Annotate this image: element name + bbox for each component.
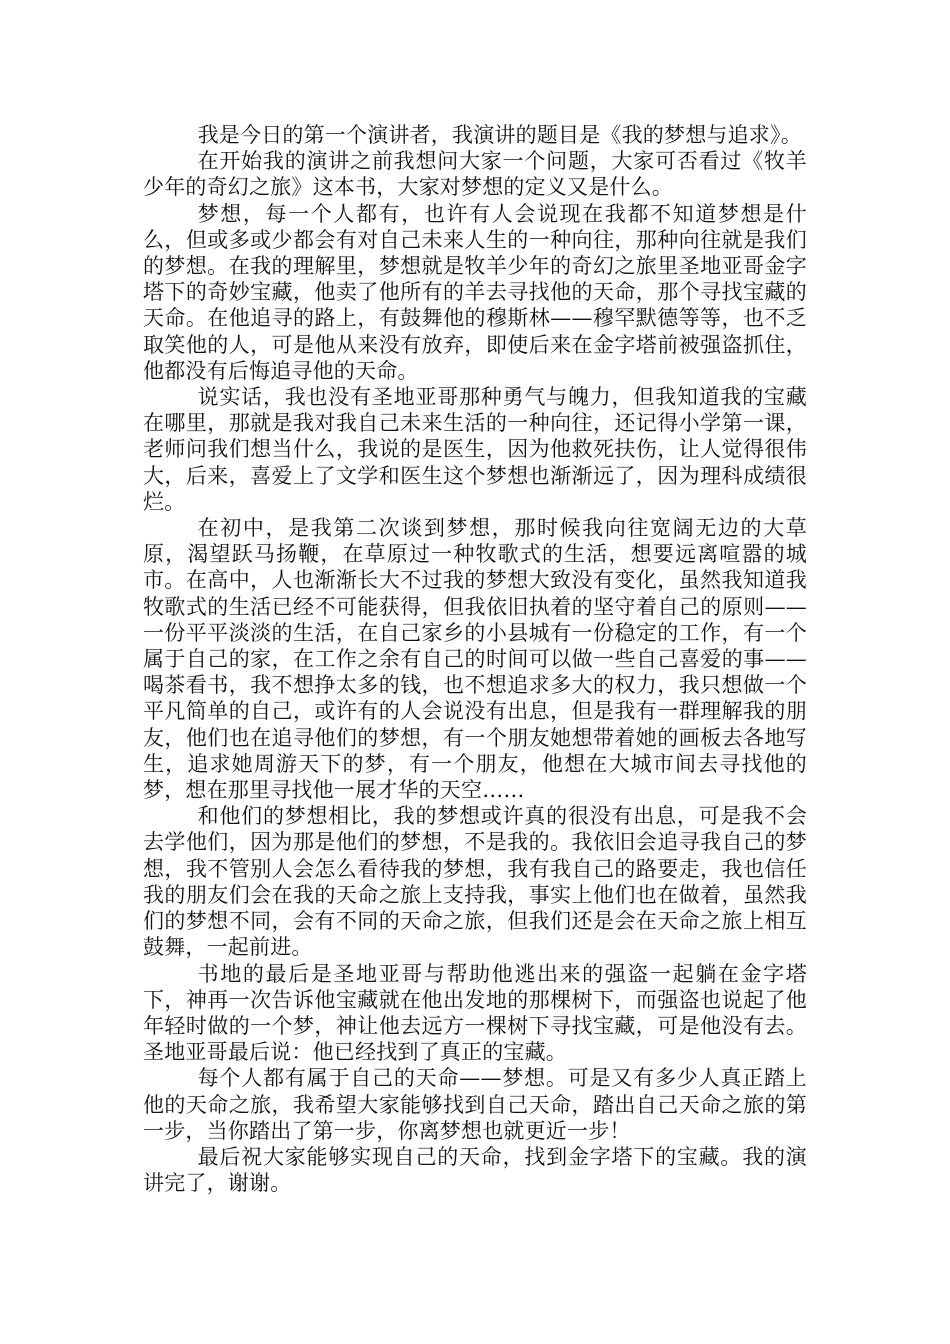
paragraph-7: 书地的最后是圣地亚哥与帮助他逃出来的强盗一起躺在金字塔下，神再一次告诉他宝藏就在他出发地的那棵树下，而强盗也说起了他年轻时做的一个梦，神让他去远方一棵树下寻找宝藏，可是他没有去。圣地亚哥最后说：他已经找到了真正的宝藏。 — [143, 961, 807, 1065]
paragraph-4: 说实话，我也没有圣地亚哥那种勇气与魄力，但我知道我的宝藏在哪里，那就是我对我自己未来生活的一种向往，还记得小学第一课，老师问我们想当什么，我说的是医生，因为他救死扶伤，让人觉得很伟大，后来，喜爱上了文学和医生这个梦想也渐渐远了，因为理科成绩很烂。 — [143, 385, 807, 514]
paragraph-9: 最后祝大家能够实现自己的天命，找到金字塔下的宝藏。我的演讲完了，谢谢。 — [143, 1144, 807, 1196]
paragraph-5: 在初中，是我第二次谈到梦想，那时候我向往宽阔无边的大草原，渴望跃马扬鞭，在草原过一种牧歌式的生活，想要远离喧嚣的城市。在高中，人也渐渐长大不过我的梦想大致没有变化，虽然我知道我牧歌式的生活已经不可能获得，但我依旧执着的坚守着自己的原则——一份平平淡淡的生活，在自己家乡的小县城有一份稳定的工作，有一个属于自己的家，在工作之余有自己的时间可以做一些自己喜爱的事——喝茶看书，我不想挣太多的钱，也不想追求多大的权力，我只想做一个平凡简单的自己，或许有的人会说没有出息，但是我有一群理解我的朋友，他们也在追寻他们的梦想，有一个朋友她想带着她的画板去各地写生，追求她周游天下的梦，有一个朋友，他想在大城市间去寻找他的梦，想在那里寻找他一展才华的天空…… — [143, 516, 807, 803]
speech-text-body — [143, 122, 807, 1196]
paragraph-6: 和他们的梦想相比，我的梦想或许真的很没有出息，可是我不会去学他们，因为那是他们的梦想，不是我的。我依旧会追寻我自己的梦想，我不管别人会怎么看待我的梦想，我有我自己的路要走，我也信任我的朋友们会在我的天命之旅上支持我，事实上他们也在做着，虽然我们的梦想不同，会有不同的天命之旅，但我们还是会在天命之旅上相互鼓舞，一起前进。 — [143, 804, 807, 960]
paragraph-2: 在开始我的演讲之前我想问大家一个问题，大家可否看过《牧羊少年的奇幻之旅》这本书，大家对梦想的定义又是什么。 — [143, 149, 807, 200]
paragraph-8: 每个人都有属于自己的天命——梦想。可是又有多少人真正踏上他的天命之旅，我希望大家能够找到自己天命，踏出自己天命之旅的第一步，当你踏出了第一步，你离梦想也就更近一步！ — [143, 1066, 807, 1143]
paragraph-3: 梦想，每一个人都有，也许有人会说现在我都不知道梦想是什么，但或多或少都会有对自己未来人生的一种向往，那种向往就是我们的梦想。在我的理解里，梦想就是牧羊少年的奇幻之旅里圣地亚哥金字塔下的奇妙宝藏，他卖了他所有的羊去寻找他的天命，那个寻找宝藏的天命。在他追寻的路上，有鼓舞他的穆斯林——穆罕默德等等，也不乏取笑他的人，可是他从来没有放弃，即使后来在金字塔前被强盗抓住，他都没有后悔追寻他的天命。 — [143, 201, 807, 383]
paragraph-1: 我是今日的第一个演讲者，我演讲的题目是《我的梦想与追求》。 — [197, 123, 802, 147]
